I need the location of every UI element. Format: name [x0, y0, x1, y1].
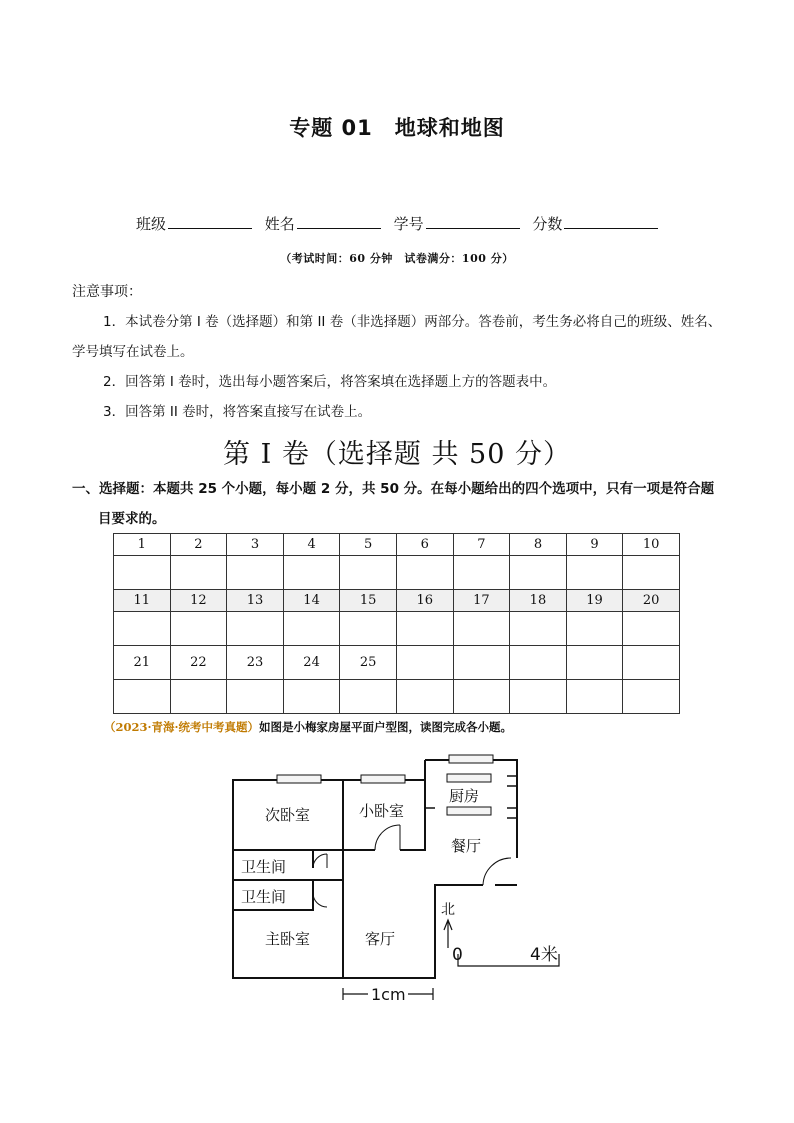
- answer-header-row: [114, 534, 680, 556]
- answer-cell[interactable]: [566, 556, 623, 590]
- answer-cell[interactable]: [396, 680, 453, 714]
- q-number: [510, 646, 567, 680]
- q-number: [623, 646, 680, 680]
- answer-cell[interactable]: [396, 612, 453, 646]
- score-field[interactable]: [532, 213, 658, 234]
- room-living: 客厅: [365, 930, 396, 948]
- room-small-bedroom: 小卧室: [359, 802, 405, 820]
- room-master-bedroom: 主卧室: [265, 930, 311, 948]
- q-number: 20: [623, 590, 680, 612]
- question-stem: [104, 719, 512, 735]
- door-icon: [483, 858, 511, 885]
- question-source: （2023·青海·统考中考真题）: [104, 720, 260, 734]
- score-label: 分数: [532, 215, 563, 233]
- answer-cell[interactable]: [566, 612, 623, 646]
- q-number: 23: [227, 646, 284, 680]
- answer-cell[interactable]: [170, 556, 227, 590]
- scale-bar: [452, 945, 559, 966]
- door-icon: [375, 825, 400, 850]
- q-number: 8: [510, 534, 567, 556]
- room-labels: [241, 787, 481, 948]
- answer-row: [114, 612, 680, 646]
- class-label: 班级: [136, 215, 167, 233]
- section-title: 第 I 卷（选择题 共 50 分）: [223, 439, 571, 470]
- q-number: 4: [283, 534, 340, 556]
- answer-cell[interactable]: [114, 612, 171, 646]
- window-icon: [361, 775, 405, 783]
- q-number: 25: [340, 646, 397, 680]
- q-number: 1: [114, 534, 171, 556]
- section-instructions: [72, 474, 732, 534]
- title-part-a: 专题 01: [289, 116, 373, 140]
- notice-item-3: 3．回答第 II 卷时，将答案直接写在试卷上。: [103, 404, 372, 420]
- class-blank[interactable]: [168, 214, 252, 229]
- answer-cell[interactable]: [453, 680, 510, 714]
- answer-cell[interactable]: [283, 556, 340, 590]
- exam-meta: （考试时间：60 分钟 试卷满分：100 分）: [280, 252, 514, 265]
- answer-cell[interactable]: [340, 680, 397, 714]
- answer-table: [113, 533, 680, 714]
- answer-row: [114, 680, 680, 714]
- answer-cell[interactable]: [623, 612, 680, 646]
- measure-label: 1cm: [371, 985, 406, 1004]
- q-number: 14: [283, 590, 340, 612]
- answer-cell[interactable]: [170, 680, 227, 714]
- name-blank[interactable]: [297, 214, 381, 229]
- measure-indicator: [343, 985, 433, 1004]
- q-number: 11: [114, 590, 171, 612]
- student-info-row: [136, 213, 666, 234]
- answer-cell[interactable]: [623, 556, 680, 590]
- scale-end: 4米: [530, 945, 558, 965]
- notice-heading: 注意事项：: [72, 284, 142, 300]
- door-icon: [313, 893, 327, 907]
- q-number: 7: [453, 534, 510, 556]
- q-number: 2: [170, 534, 227, 556]
- answer-cell[interactable]: [114, 556, 171, 590]
- floor-plan: [225, 750, 605, 1010]
- window-icon: [447, 807, 491, 815]
- door-icon: [313, 854, 327, 868]
- q-number: 12: [170, 590, 227, 612]
- room-bathroom-1: 卫生间: [241, 858, 287, 876]
- north-arrow: [441, 902, 455, 948]
- q-number: 10: [623, 534, 680, 556]
- answer-cell[interactable]: [623, 680, 680, 714]
- title-part-b: 地球和地图: [394, 116, 505, 140]
- q-number: [396, 646, 453, 680]
- q-number: 5: [340, 534, 397, 556]
- name-label: 姓名: [264, 215, 295, 233]
- answer-cell[interactable]: [566, 680, 623, 714]
- answer-cell[interactable]: [227, 680, 284, 714]
- q-number: 24: [283, 646, 340, 680]
- north-label: 北: [441, 902, 455, 918]
- q-number: 18: [510, 590, 567, 612]
- answer-cell[interactable]: [340, 556, 397, 590]
- q-number: 15: [340, 590, 397, 612]
- q-number: 6: [396, 534, 453, 556]
- q-number: 9: [566, 534, 623, 556]
- id-field[interactable]: [394, 213, 520, 234]
- answer-cell[interactable]: [453, 612, 510, 646]
- room-kitchen: 厨房: [449, 787, 480, 805]
- scale-zero: 0: [452, 945, 463, 965]
- notice-item-2: 2．回答第 I 卷时，选出每小题答案后，将答案填在选择题上方的答题表中。: [103, 374, 557, 390]
- q-number: 17: [453, 590, 510, 612]
- q-number: 21: [114, 646, 171, 680]
- window-icon: [449, 755, 493, 763]
- instructions-line-2: 目要求的。: [98, 511, 166, 527]
- page-title: [0, 112, 794, 142]
- window-icon: [447, 774, 491, 782]
- answer-cell[interactable]: [510, 612, 567, 646]
- answer-cell[interactable]: [227, 556, 284, 590]
- score-blank[interactable]: [564, 214, 658, 229]
- answer-cell[interactable]: [453, 556, 510, 590]
- question-text: 如图是小梅家房屋平面户型图，读图完成各小题。: [259, 720, 513, 734]
- answer-cell[interactable]: [170, 612, 227, 646]
- q-number: 16: [396, 590, 453, 612]
- q-number: [566, 646, 623, 680]
- q-number: 3: [227, 534, 284, 556]
- class-field[interactable]: [136, 213, 252, 234]
- q-number: 22: [170, 646, 227, 680]
- room-dining: 餐厅: [451, 837, 482, 855]
- answer-row: [114, 556, 680, 590]
- answer-header-row: [114, 590, 680, 612]
- name-field[interactable]: [265, 213, 381, 234]
- answer-cell[interactable]: [283, 680, 340, 714]
- room-bathroom-2: 卫生间: [241, 888, 287, 906]
- answer-cell[interactable]: [340, 612, 397, 646]
- answer-cell[interactable]: [510, 556, 567, 590]
- instructions-line-1: 一、选择题：本题共 25 个小题，每小题 2 分，共 50 分。在每小题给出的四个选项中，只有一项是符合题: [72, 481, 715, 497]
- q-number: [453, 646, 510, 680]
- answer-header-row: [114, 646, 680, 680]
- answer-cell[interactable]: [227, 612, 284, 646]
- answer-cell[interactable]: [114, 680, 171, 714]
- id-blank[interactable]: [426, 214, 520, 229]
- q-number: 19: [566, 590, 623, 612]
- room-second-bedroom: 次卧室: [265, 806, 311, 824]
- notice-item-1: 1．本试卷分第 I 卷（选择题）和第 II 卷（非选择题）两部分。答卷前，考生务必将自己的班级、姓名、学号填写在试卷上。: [72, 314, 722, 360]
- id-label: 学号: [393, 215, 424, 233]
- window-icon: [277, 775, 321, 783]
- answer-cell[interactable]: [396, 556, 453, 590]
- answer-cell[interactable]: [510, 680, 567, 714]
- q-number: 13: [227, 590, 284, 612]
- answer-cell[interactable]: [283, 612, 340, 646]
